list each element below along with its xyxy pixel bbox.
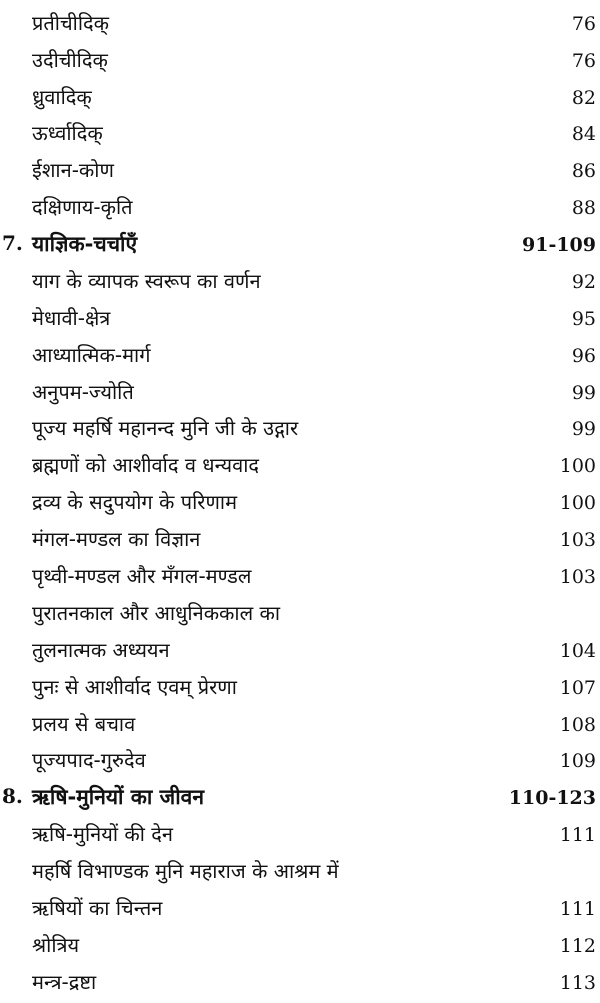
entry-page-number: 103 bbox=[559, 566, 596, 588]
toc-chapter bbox=[0, 782, 600, 818]
toc-entry bbox=[0, 561, 600, 597]
entry-title: महर्षि विभाण्डक मुनि महाराज के आश्रम में bbox=[32, 859, 339, 883]
entry-title: ऊर्ध्वादिक् bbox=[32, 121, 103, 145]
chapter-page-range: 91-109 bbox=[522, 234, 596, 256]
toc-entry bbox=[0, 487, 600, 523]
toc-entry bbox=[0, 303, 600, 339]
entry-page-number: 112 bbox=[559, 935, 596, 957]
entry-page-number: 104 bbox=[559, 640, 596, 662]
toc-entry bbox=[0, 155, 600, 191]
toc-entry bbox=[0, 118, 600, 154]
entry-page-number: 99 bbox=[571, 418, 596, 440]
toc-entry bbox=[0, 598, 600, 634]
chapter-number: 8. bbox=[2, 784, 23, 808]
chapter-page-range: 110-123 bbox=[508, 787, 596, 809]
toc-entry bbox=[0, 672, 600, 708]
entry-page-number: 76 bbox=[571, 13, 596, 35]
entry-page-number: 100 bbox=[559, 455, 596, 477]
toc-chapter bbox=[0, 229, 600, 265]
toc-entry bbox=[0, 377, 600, 413]
toc-entry bbox=[0, 340, 600, 376]
entry-title: मंगल-मण्डल का विज्ञान bbox=[32, 527, 201, 551]
entry-title: आध्यात्मिक-मार्ग bbox=[32, 343, 151, 367]
toc-entry bbox=[0, 856, 600, 892]
entry-title: ईशान-कोण bbox=[32, 158, 114, 182]
entry-page-number: 84 bbox=[571, 123, 596, 145]
entry-title: प्रतीचीदिक् bbox=[32, 11, 109, 35]
entry-title: पूज्यपाद-गुरुदेव bbox=[32, 748, 146, 772]
entry-title: दक्षिणाय-कृति bbox=[32, 195, 133, 219]
entry-page-number: 95 bbox=[571, 308, 596, 330]
toc-entry bbox=[0, 192, 600, 228]
toc-entry bbox=[0, 82, 600, 118]
toc-entry bbox=[0, 45, 600, 81]
chapter-title: याज्ञिक-चर्चाएँ bbox=[32, 232, 138, 256]
toc-entry bbox=[0, 450, 600, 486]
entry-title: ब्रह्मणों को आशीर्वाद व धन्यवाद bbox=[32, 453, 260, 477]
entry-page-number: 113 bbox=[559, 972, 596, 994]
toc-entry bbox=[0, 930, 600, 966]
toc-entry bbox=[0, 709, 600, 745]
entry-title: पूज्य महर्षि महानन्द मुनि जी के उद्गार bbox=[32, 416, 299, 440]
chapter-number: 7. bbox=[2, 231, 23, 255]
toc-entry bbox=[0, 413, 600, 449]
entry-title: ऋषियों का चिन्तन bbox=[32, 896, 163, 920]
entry-title: मन्त्र-द्रष्टा bbox=[32, 970, 97, 994]
entry-title: पुरातनकाल और आधुनिककाल का bbox=[32, 601, 281, 625]
toc-entry bbox=[0, 635, 600, 671]
entry-page-number: 108 bbox=[559, 714, 596, 736]
toc-entry bbox=[0, 745, 600, 781]
entry-title: द्रव्य के सदुपयोग के परिणाम bbox=[32, 490, 238, 514]
entry-page-number: 107 bbox=[559, 677, 596, 699]
entry-page-number: 76 bbox=[571, 50, 596, 72]
entry-title: पुनः से आशीर्वाद एवम् प्रेरणा bbox=[32, 675, 237, 699]
entry-page-number: 88 bbox=[571, 197, 596, 219]
toc-entry bbox=[0, 266, 600, 302]
entry-page-number: 111 bbox=[559, 824, 596, 846]
entry-title: ऋषि-मुनियों की देन bbox=[32, 822, 174, 846]
entry-page-number: 99 bbox=[571, 382, 596, 404]
entry-page-number: 96 bbox=[571, 345, 596, 367]
toc-entry bbox=[0, 524, 600, 560]
entry-title: प्रलय से बचाव bbox=[32, 712, 136, 736]
entry-page-number: 92 bbox=[571, 271, 596, 293]
entry-title: पृथ्वी-मण्डल और मँगल-मण्डल bbox=[32, 564, 252, 588]
toc-entry bbox=[0, 967, 600, 1003]
entry-page-number: 109 bbox=[559, 750, 596, 772]
entry-title: श्रोत्रिय bbox=[32, 933, 80, 957]
entry-title: उदीचीदिक् bbox=[32, 48, 108, 72]
entry-title: याग के व्यापक स्वरूप का वर्णन bbox=[32, 269, 261, 293]
entry-page-number: 103 bbox=[559, 529, 596, 551]
entry-title: अनुपम-ज्योति bbox=[32, 380, 134, 404]
toc-entry bbox=[0, 8, 600, 44]
entry-title: ध्रुवादिक् bbox=[32, 85, 92, 109]
entry-page-number: 100 bbox=[559, 492, 596, 514]
toc-entry bbox=[0, 893, 600, 929]
entry-page-number: 111 bbox=[559, 898, 596, 920]
toc-entry bbox=[0, 819, 600, 855]
entry-title: तुलनात्मक अध्ययन bbox=[32, 638, 170, 662]
entry-page-number: 82 bbox=[571, 87, 596, 109]
entry-page-number: 86 bbox=[571, 160, 596, 182]
chapter-title: ऋषि-मुनियों का जीवन bbox=[32, 785, 205, 809]
entry-title: मेधावी-क्षेत्र bbox=[32, 306, 111, 330]
